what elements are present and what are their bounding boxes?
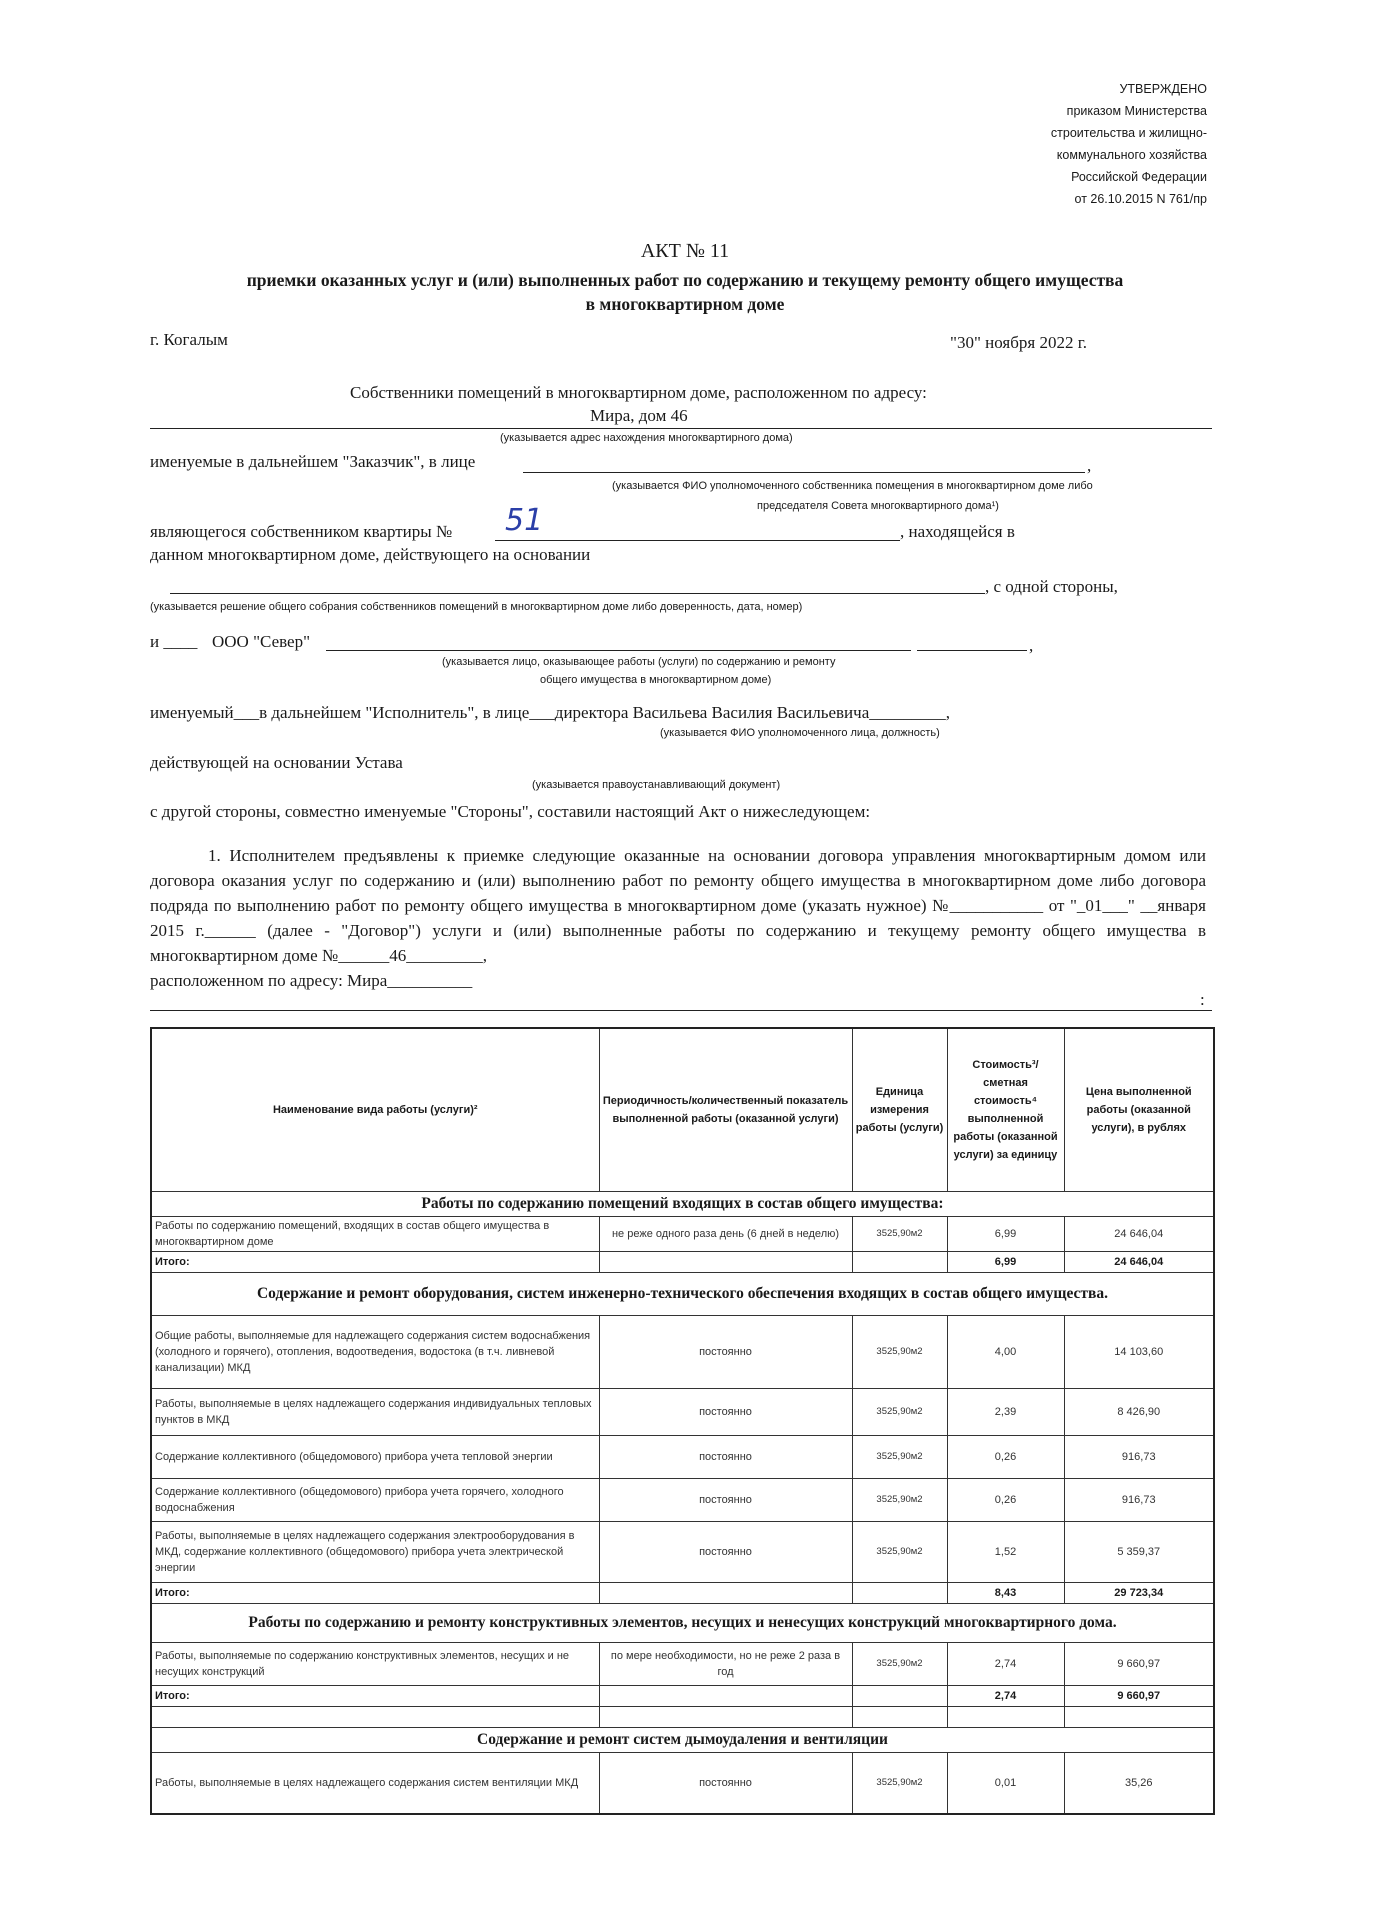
work-cost: 0,26 — [947, 1436, 1064, 1479]
table-header-row — [151, 1028, 1214, 1192]
address-fill-line — [150, 1010, 1212, 1011]
act-subtitle-line2: в многоквартирном доме — [585, 294, 785, 314]
executor-named: именуемый___в дальнейшем "Исполнитель", в лице___директора Васильева Василия Васильевича_________, — [150, 703, 950, 722]
basis-text: данном многоквартирном доме, действующего на основании — [150, 545, 591, 564]
table-row — [151, 1479, 1214, 1522]
blank-row — [151, 1707, 1214, 1728]
work-price: 916,73 — [1064, 1479, 1214, 1522]
section-title: Содержание и ремонт систем дымоудаления и вентиляции — [151, 1728, 1214, 1753]
customer-text: именуемые в дальнейшем "Заказчик", в лице — [150, 452, 476, 471]
act-date: "30" ноября 2022 г. — [950, 333, 1087, 352]
executor-line — [917, 650, 1027, 651]
work-period: постоянно — [599, 1436, 852, 1479]
total-cost: 6,99 — [947, 1252, 1064, 1273]
section-title: Содержание и ремонт оборудования, систем инженерно-технического обеспечения входящих в состав общего имущества. — [151, 1273, 1214, 1316]
executor-note: общего имущества в многоквартирном доме) — [540, 674, 772, 686]
total-label: Итого: — [151, 1686, 599, 1707]
work-price: 5 359,37 — [1064, 1522, 1214, 1583]
table-row — [151, 1643, 1214, 1686]
work-period: постоянно — [599, 1316, 852, 1389]
table-row — [151, 1316, 1214, 1389]
work-period: по мере необходимости, но не реже 2 раза в год — [599, 1643, 852, 1686]
city: г. Когалым — [150, 330, 228, 349]
work-name: Работы, выполняемые в целях надлежащего содержания систем вентиляции МКД — [151, 1753, 599, 1815]
approved-line: Российской Федерации — [1071, 170, 1207, 184]
total-cost: 2,74 — [947, 1686, 1064, 1707]
work-unit: 3525,90м2 — [852, 1522, 947, 1583]
total-price: 24 646,04 — [1064, 1252, 1214, 1273]
section-row — [151, 1273, 1214, 1316]
apartment-prefix: являющегося собственником квартиры № — [150, 522, 453, 541]
approved-line: приказом Министерства — [1066, 104, 1207, 118]
work-name: Работы, выполняемые по содержанию конструктивных элементов, несущих и не несущих конструкций — [151, 1643, 599, 1686]
work-period: не реже одного раза день (6 дней в неделю) — [599, 1217, 852, 1252]
colon: : — [1200, 990, 1205, 1009]
header-periodicity: Периодичность/количественный показатель выполненной работы (оказанной услуги) — [599, 1028, 852, 1192]
executor-prefix: и ____ — [150, 632, 198, 651]
section-title: Работы по содержанию помещений входящих в состав общего имущества: — [151, 1192, 1214, 1217]
total-cost: 8,43 — [947, 1583, 1064, 1604]
work-period: постоянно — [599, 1522, 852, 1583]
approved-line: строительства и жилищно- — [1050, 126, 1207, 140]
total-row — [151, 1252, 1214, 1273]
acting-basis: действующей на основании Устава — [150, 753, 403, 772]
work-unit: 3525,90м2 — [852, 1436, 947, 1479]
work-period: постоянно — [599, 1753, 852, 1815]
work-name: Содержание коллективного (общедомового) прибора учета горячего, холодного водоснабжения — [151, 1479, 599, 1522]
section-row — [151, 1192, 1214, 1217]
work-unit: 3525,90м2 — [852, 1643, 947, 1686]
customer-note: (указывается ФИО уполномоченного собственника помещения в многоквартирном доме либо — [612, 480, 1093, 492]
work-price: 916,73 — [1064, 1436, 1214, 1479]
work-price: 35,26 — [1064, 1753, 1214, 1815]
work-unit: 3525,90м2 — [852, 1316, 947, 1389]
other-side: с другой стороны, совместно именуемые "Стороны", составили настоящий Акт о нижеследующем: — [150, 802, 871, 821]
one-side: , с одной стороны, — [985, 577, 1118, 596]
executor-line — [326, 650, 911, 651]
table-row — [151, 1217, 1214, 1252]
table-row — [151, 1389, 1214, 1436]
approval-block — [947, 78, 1207, 210]
section-row — [151, 1728, 1214, 1753]
work-price: 14 103,60 — [1064, 1316, 1214, 1389]
header-unit: Единица измерения работы (услуги) — [852, 1028, 947, 1192]
executor-note: (указывается лицо, оказывающее работы (услуги) по содержанию и ремонту — [442, 656, 836, 668]
basis-line — [170, 593, 985, 594]
act-title: АКТ № 11 — [640, 240, 730, 262]
work-unit: 3525,90м2 — [852, 1479, 947, 1522]
work-name: Работы, выполняемые в целях надлежащего содержания индивидуальных тепловых пунктов в МКД — [151, 1389, 599, 1436]
work-name: Содержание коллективного (общедомового) прибора учета тепловой энергии — [151, 1436, 599, 1479]
header-work-name: Наименование вида работы (услуги)² — [151, 1028, 599, 1192]
executor-company: ООО "Север" — [212, 632, 311, 651]
owners-intro: Собственники помещений в многоквартирном доме, расположенном по адресу: — [350, 383, 927, 402]
total-label: Итого: — [151, 1583, 599, 1604]
approved-heading: УТВЕРЖДЕНО — [1119, 82, 1207, 96]
total-price: 9 660,97 — [1064, 1686, 1214, 1707]
work-cost: 6,99 — [947, 1217, 1064, 1252]
customer-note: председателя Совета многоквартирного дома¹) — [757, 500, 999, 512]
work-cost: 4,00 — [947, 1316, 1064, 1389]
works-table — [150, 1027, 1215, 1815]
work-price: 9 660,97 — [1064, 1643, 1214, 1686]
work-period: постоянно — [599, 1389, 852, 1436]
work-cost: 1,52 — [947, 1522, 1064, 1583]
work-cost: 2,39 — [947, 1389, 1064, 1436]
section1-text: 1. Исполнителем предъявлены к приемке следующие оказанные на основании договора управления многоквартирным домом или договора оказания услуг по содержанию и (или) выполнению работ по ремонту общего имущества в многоквартирном доме либо договора подряда по выполнению работ по ремонту общего имущества в многоквартирном доме (указать нужное) №___________ от "_01___" __января 2015 г.______ (далее - "Договор") услуги и (или) выполненные работы по содержанию и текущему ремонту общего имущества в многоквартирном доме №______46_________, — [150, 846, 1206, 965]
approved-order-date: от 26.10.2015 N 761/пр — [1074, 192, 1207, 206]
act-subtitle-line1: приемки оказанных услуг и (или) выполненных работ по содержанию и текущему ремонту общего имущества — [246, 270, 1124, 290]
work-price: 8 426,90 — [1064, 1389, 1214, 1436]
table-row — [151, 1753, 1214, 1815]
comma: , — [1029, 636, 1034, 655]
house-address: Мира, дом 46 — [590, 406, 688, 425]
section1-address: расположенном по адресу: Мира__________ — [150, 971, 473, 990]
total-row — [151, 1686, 1214, 1707]
apartment-suffix: , находящейся в — [900, 522, 1015, 541]
address-line — [150, 428, 1212, 429]
work-name: Работы по содержанию помещений, входящих в состав общего имущества в многоквартирном доме — [151, 1217, 599, 1252]
customer-line — [523, 472, 1085, 473]
act-subtitle — [150, 268, 1220, 316]
work-price: 24 646,04 — [1064, 1217, 1214, 1252]
acting-note: (указывается правоустанавливающий документ) — [532, 779, 781, 791]
table-row — [151, 1436, 1214, 1479]
work-name: Общие работы, выполняемые для надлежащего содержания систем водоснабжения (холодного и горячего), отопления, водоотведения, водостока (в т.ч. ливневой канализации) МКД — [151, 1316, 599, 1389]
table-row — [151, 1522, 1214, 1583]
total-label: Итого: — [151, 1252, 599, 1273]
work-cost: 0,01 — [947, 1753, 1064, 1815]
address-note: (указывается адрес нахождения многоквартирного дома) — [500, 432, 793, 444]
total-row — [151, 1583, 1214, 1604]
work-unit: 3525,90м2 — [852, 1753, 947, 1815]
header-unit-cost: Стоимость³/сметная стоимость⁴ выполненной работы (оказанной услуги) за единицу — [947, 1028, 1064, 1192]
total-price: 29 723,34 — [1064, 1583, 1214, 1604]
basis-note: (указывается решение общего собрания собственников помещений в многоквартирном доме либо доверенность, дата, номер) — [150, 601, 803, 613]
work-cost: 0,26 — [947, 1479, 1064, 1522]
work-unit: 3525,90м2 — [852, 1389, 947, 1436]
apartment-number-handwritten: 51 — [505, 503, 544, 538]
work-cost: 2,74 — [947, 1643, 1064, 1686]
header-price: Цена выполненной работы (оказанной услуги), в рублях — [1064, 1028, 1214, 1192]
section-row — [151, 1604, 1214, 1643]
section-title: Работы по содержанию и ремонту конструктивных элементов, несущих и ненесущих конструкций многоквартирного дома. — [151, 1604, 1214, 1643]
work-unit: 3525,90м2 — [852, 1217, 947, 1252]
comma: , — [1087, 456, 1092, 475]
work-period: постоянно — [599, 1479, 852, 1522]
executor-named-note: (указывается ФИО уполномоченного лица, должность) — [660, 727, 940, 739]
section1-paragraph — [150, 843, 1206, 993]
approved-line: коммунального хозяйства — [1056, 148, 1207, 162]
apartment-line — [495, 540, 900, 541]
work-name: Работы, выполняемые в целях надлежащего содержания электрооборудования в МКД, содержание коллективного (общедомового) прибора учета электрической энергии — [151, 1522, 599, 1583]
